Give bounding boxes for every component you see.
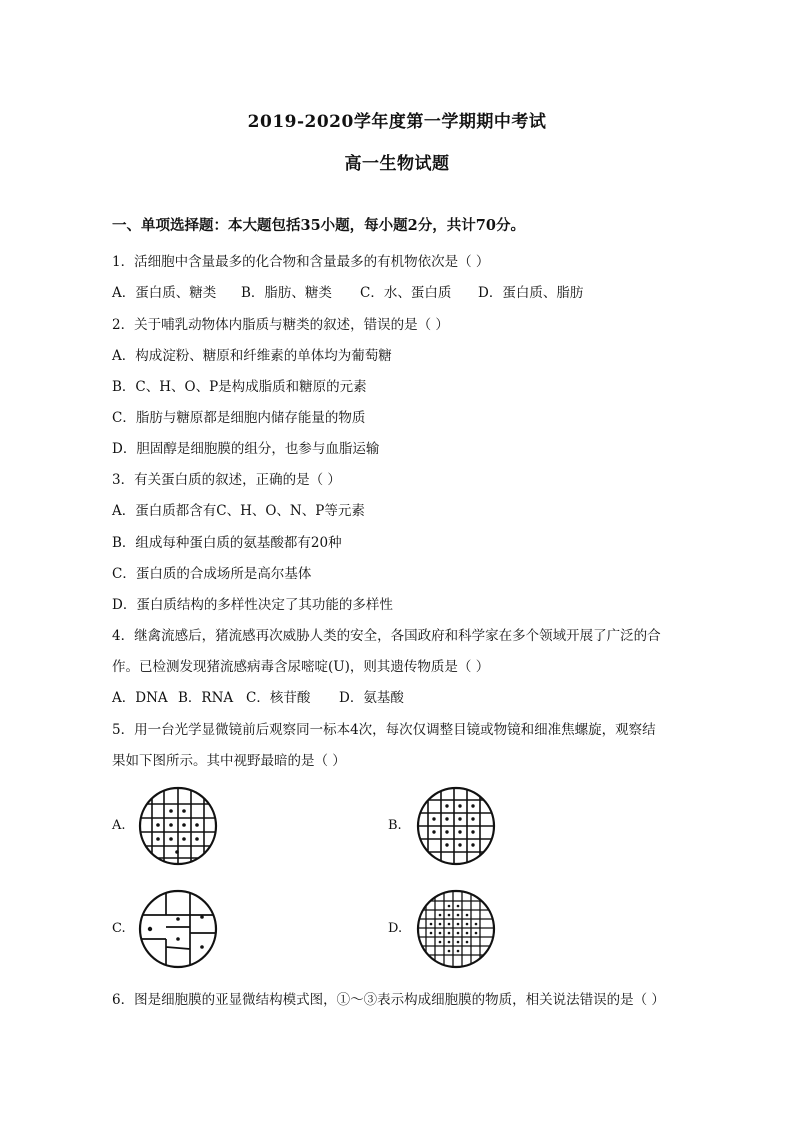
figure-label-d: D. — [388, 921, 403, 936]
option-b: B．脂肪、糖类 — [241, 285, 332, 301]
option-c: C．水、蛋白质 — [360, 285, 452, 301]
option-d: D．氨基酸 — [339, 690, 404, 706]
question-3-option-a: A．蛋白质都含有C、H、O、N、P等元素 — [112, 503, 365, 519]
question-3-option-d: D．蛋白质结构的多样性决定了其功能的多样性 — [112, 597, 393, 613]
microscope-field-d — [414, 887, 498, 971]
question-4-options — [112, 686, 404, 706]
option-b: B．RNA — [178, 690, 234, 706]
question-3-option-c: C．蛋白质的合成场所是高尔基体 — [112, 566, 312, 582]
question-2-option-b: B．C、H、O、P是构成脂质和糖原的元素 — [112, 379, 367, 395]
option-a: A．DNA — [112, 690, 168, 706]
section-heading: 一、单项选择题：本大题包括35小题，每小题2分，共计70分。 — [112, 217, 525, 234]
question-6-stem: 6．图是细胞膜的亚显微结构模式图，①～③表示构成细胞膜的物质，相关说法错误的是（ ） — [112, 992, 665, 1008]
option-d: D．蛋白质、脂肪 — [478, 285, 584, 301]
microscope-field-a — [136, 784, 220, 868]
option-c: C．核苷酸 — [246, 690, 311, 706]
question-1-options — [112, 281, 583, 301]
question-4-stem-line2: 作。已检测发现猪流感病毒含尿嘧啶(U)，则其遗传物质是（ ） — [112, 659, 490, 675]
microscope-field-b — [414, 784, 498, 868]
figure-label-a: A. — [112, 818, 126, 833]
option-a: A．蛋白质、糖类 — [112, 285, 217, 301]
question-2-option-d: D．胆固醇是细胞膜的组分，也参与血脂运输 — [112, 441, 380, 457]
exam-subtitle: 高一生物试题 — [344, 154, 450, 174]
microscope-field-c — [136, 887, 220, 971]
question-4-stem-line1: 4．继禽流感后，猪流感再次威胁人类的安全，各国政府和科学家在多个领域开展了广泛的合 — [112, 628, 661, 644]
question-2-stem: 2．关于哺乳动物体内脂质与糖类的叙述，错误的是（ ） — [112, 317, 449, 333]
figure-label-b: B. — [388, 818, 402, 833]
question-5-stem-line2: 果如下图所示。其中视野最暗的是（ ） — [112, 753, 346, 769]
exam-title: 2019-2020学年度第一学期期中考试 — [247, 112, 547, 132]
question-5-stem-line1: 5．用一台光学显微镜前后观察同一标本4次，每次仅调整目镜或物镜和细准焦螺旋，观察结 — [112, 722, 656, 738]
question-1-stem: 1．活细胞中含量最多的化合物和含量最多的有机物依次是（ ） — [112, 254, 490, 270]
figure-label-c: C. — [112, 921, 126, 936]
question-3-option-b: B．组成每种蛋白质的氨基酸都有20种 — [112, 535, 342, 551]
question-2-option-c: C．脂肪与糖原都是细胞内储存能量的物质 — [112, 410, 366, 426]
question-2-option-a: A．构成淀粉、糖原和纤维素的单体均为葡萄糖 — [112, 348, 392, 364]
question-3-stem: 3．有关蛋白质的叙述，正确的是（ ） — [112, 472, 341, 488]
